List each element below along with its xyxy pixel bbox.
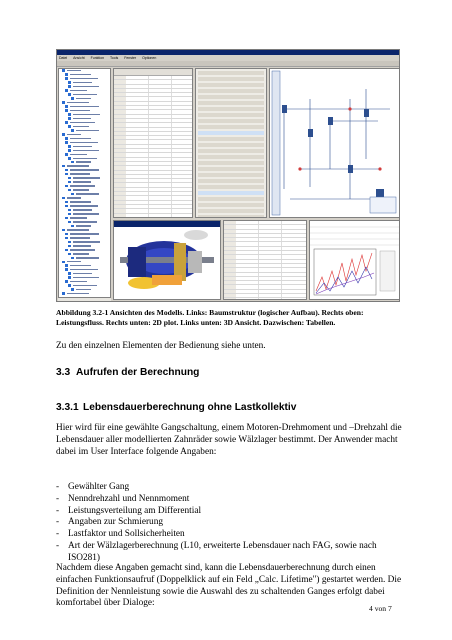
tree-node [59, 165, 110, 168]
user-input-list [56, 482, 404, 565]
menu-item-funktion: Funktion [90, 56, 105, 60]
property-row [198, 179, 264, 183]
paragraph-intro-inputs: Hier wird für eine gewählte Gangschaltung, einem Motoren-Drehmoment und –Drehzahl die Lebensdauer aller modellierten Zahnräder sowie Wälzlager bestimmt. Der Anwender macht dabei im User Interface folgende Angaben: [56, 423, 402, 457]
property-row [198, 83, 264, 87]
tree-node [59, 185, 110, 188]
tree-node [59, 169, 110, 172]
tree-node [59, 129, 110, 132]
tree-node [59, 141, 110, 144]
list-item: - Nenndrehzahl und Nennmoment [56, 493, 190, 504]
intro-text: Zu den einzelnen Elementen der Bedienung siehe unten. [56, 341, 266, 351]
menu-item-optionen: Optionen [142, 56, 157, 60]
section-heading [56, 367, 199, 378]
property-row [198, 107, 264, 111]
power-flow-diagram [270, 69, 399, 217]
section-title: Aufrufen der Berechnung [76, 367, 200, 378]
tree-node [59, 288, 110, 291]
tree-node [59, 113, 110, 116]
property-row [198, 155, 264, 159]
menu-item-datei: Datei [59, 56, 68, 60]
tree-node [59, 284, 110, 287]
property-row [198, 89, 264, 93]
tree-node [59, 125, 110, 128]
property-row [198, 167, 264, 171]
tree-node [59, 268, 110, 271]
list-item: - Leistungsverteilung am Differential [56, 505, 202, 516]
property-row [198, 209, 264, 213]
page-number: 4 von 7 [369, 604, 392, 613]
tree-node [59, 85, 110, 88]
tree-node [59, 260, 110, 263]
tree-node [59, 173, 110, 176]
tree-node [59, 276, 110, 279]
property-row [198, 131, 264, 135]
menu-item-ansicht: Ansicht [73, 56, 85, 60]
tree-node [59, 216, 110, 219]
subsection-heading [56, 402, 296, 413]
property-row [198, 161, 264, 165]
property-row [198, 203, 264, 207]
model-views-screenshot [56, 49, 400, 302]
tree-node [59, 81, 110, 84]
data-table-panel [113, 68, 193, 218]
menu-item-fenster: Fenster [124, 56, 137, 60]
tree-node [59, 133, 110, 136]
tree-node [59, 105, 110, 108]
toolbar [57, 61, 399, 67]
property-row [198, 137, 264, 141]
tree-node [59, 117, 110, 120]
tree-node [59, 252, 110, 255]
list-item: - Art der Wälzlagerberechnung (L10, erweiterte Lebensdauer nach FAG, sowie nach ISO281) [56, 540, 377, 563]
property-row [198, 113, 264, 117]
tree-node [59, 157, 110, 160]
tree-tab-strip [58, 298, 111, 302]
tree-node [59, 89, 110, 92]
subsection-number: 3.3.1 [56, 402, 79, 413]
table-row [224, 298, 306, 300]
tree-node [59, 244, 110, 247]
tree-node [59, 256, 110, 259]
property-row [198, 143, 264, 147]
tree-node [59, 153, 110, 156]
tree-node [59, 232, 110, 235]
property-row [198, 197, 264, 201]
model-tree-view [58, 68, 111, 298]
figure-caption: Abbildung 3.2-1 Ansichten des Modells. Links: Baumstruktur (logischer Aufbau). Rechts oben: Leistungsfluss. Rechts unten: 2D plot. Links unten: 3D Ansicht. Dazwischen: Tabellen. [56, 308, 364, 327]
property-row [198, 95, 264, 99]
paragraph-calc-lifetime: Nachdem diese Angaben gemacht sind, kann die Lebensdauerberechnung durch einen einfachen Funktionsaufruf (Doppelklick auf ein Feld „Calc. Lifetime") gestartet werden. Die Definition der Nennleistung sowie die Auswahl des zu schaltenden Ganges erfolgt dabei komfortabel über Dialoge: [56, 563, 402, 609]
tree-node [59, 197, 110, 200]
tree-node [59, 97, 110, 100]
tree-node [59, 280, 110, 283]
3d-view-panel [113, 220, 221, 300]
tree-node [59, 212, 110, 215]
tree-node [59, 193, 110, 196]
tree-node [59, 204, 110, 207]
tree-node [59, 240, 110, 243]
tree-node [59, 292, 110, 295]
tree-node [59, 181, 110, 184]
property-row [198, 119, 264, 123]
3d-gearbox-model [114, 221, 220, 299]
power-flow-view [269, 68, 400, 218]
tree-node [59, 73, 110, 76]
tree-node [59, 236, 110, 239]
tree-node [59, 177, 110, 180]
property-row [198, 173, 264, 177]
section-number: 3.3 [56, 367, 71, 378]
tree-node [59, 145, 110, 148]
tree-node [59, 137, 110, 140]
tree-node [59, 220, 110, 223]
property-row [198, 101, 264, 105]
tree-node [59, 272, 110, 275]
tree-node [59, 248, 110, 251]
property-row [198, 185, 264, 189]
property-row [198, 149, 264, 153]
tree-node [59, 208, 110, 211]
2d-plot [310, 221, 399, 299]
tree-node [59, 93, 110, 96]
tree-node [59, 69, 110, 72]
subsection-title: Lebensdauerberechnung ohne Lastkollektiv [83, 402, 297, 413]
property-row [198, 71, 264, 75]
tree-node [59, 149, 110, 152]
tree-node [59, 161, 110, 164]
table-header [114, 69, 192, 76]
property-row [198, 215, 264, 218]
tree-node [59, 101, 110, 104]
property-row [198, 77, 264, 81]
tree-node [59, 224, 110, 227]
tree-node [59, 200, 110, 203]
list-item: - Angaben zur Schmierung [56, 517, 164, 528]
tree-node [59, 228, 110, 231]
2d-plot-panel [309, 220, 400, 300]
list-item: - Lastfaktor und Sollsicherheiten [56, 529, 185, 540]
tree-node [59, 121, 110, 124]
menu-item-tools: Tools [110, 56, 119, 60]
tree-node [59, 264, 110, 267]
property-sheet-panel [195, 68, 267, 218]
tree-node [59, 109, 110, 112]
property-row [198, 125, 264, 129]
results-table-panel [223, 220, 307, 300]
tree-node [59, 77, 110, 80]
list-item: - Gewählter Gang [56, 482, 130, 492]
property-row [198, 191, 264, 195]
tree-node [59, 189, 110, 192]
